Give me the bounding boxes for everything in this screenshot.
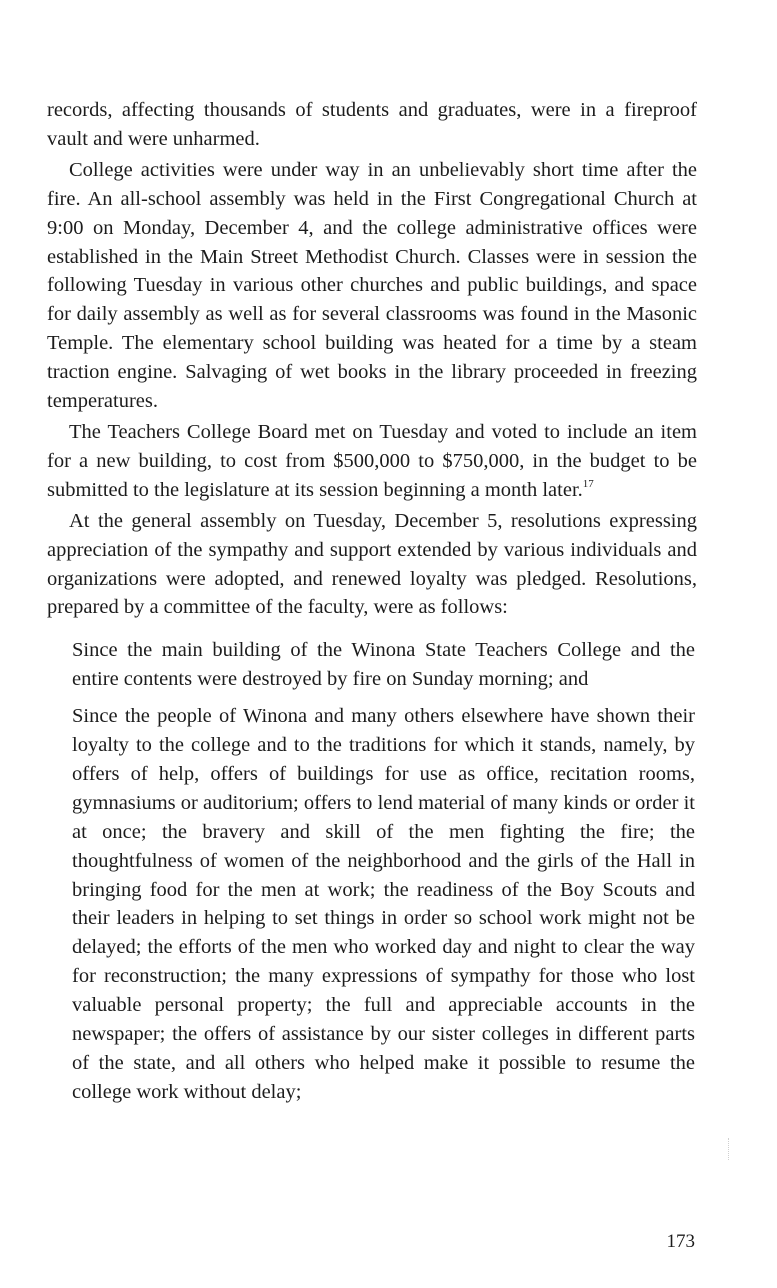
footnote-marker: 17: [582, 477, 594, 490]
paragraph-general-assembly: At the general assembly on Tuesday, December 5, resolutions expressing appreciation of the sympathy and support extended by various individuals and organizations were adopted, and renewed loyalty was pledged. Resolutions, prepared by a committee of the faculty, were as follows:: [47, 509, 697, 619]
resolution-block-people-of-winona: Since the people of Winona and many others elsewhere have shown their loyalty to the college and to the traditions for which it stands, namely, by offers of help, offers of buildings for use as office, recitation rooms, gymnasiums or auditorium; offers to lend material of many kinds or order it at once; the bravery and skill of the men fighting the fire; the thoughtfulness of women of the neighborhood and the girls of the Hall in bringing food for the men at work; the readiness of the Boy Scouts and their leaders in helping to set things in order so school work might not be delayed; the efforts of the men who worked day and night to clear the way for reconstruction; the many expressions of sympathy for those who lost valuable personal property; the full and appreciable accounts in the newspaper; the offers of assistance by our sister colleges in different parts of the state, and all others who helped make it possible to resume the college work without delay;: [72, 705, 695, 1103]
paragraph-college-activities: College activities were under way in an unbelievably short time after the fire. An all-school assembly was held in the First Congregational Church at 9:00 on Monday, December 4, and the college administrative offices were established in the Main Street Methodist Church. Classes were in session the following Tuesday in various other churches and public buildings, and space for daily assembly as well as for several classrooms was found in the Masonic Temple. The elementary school building was heated for a time by a steam traction engine. Salvaging of wet books in the library proceeded in freezing temperatures.: [47, 158, 697, 413]
margin-mark: [728, 1138, 733, 1160]
page-number: 173: [666, 1231, 695, 1252]
paragraph-board-meeting: [47, 418, 697, 505]
board-meeting-text: The Teachers College Board met on Tuesday and voted to include an item for a new building, to cost from $500,000 to $750,000, in the budget to be submitted to the legislature at its session beginning a month later.: [47, 420, 697, 501]
paragraph-vault-records: records, affecting thousands of students and graduates, were in a fireproof vault and were unharmed.: [47, 99, 697, 150]
resolution-block-main-building: Since the main building of the Winona State Teachers College and the entire contents were destroyed by fire on Sunday morning; and: [72, 639, 695, 691]
page-body: [47, 96, 697, 1107]
